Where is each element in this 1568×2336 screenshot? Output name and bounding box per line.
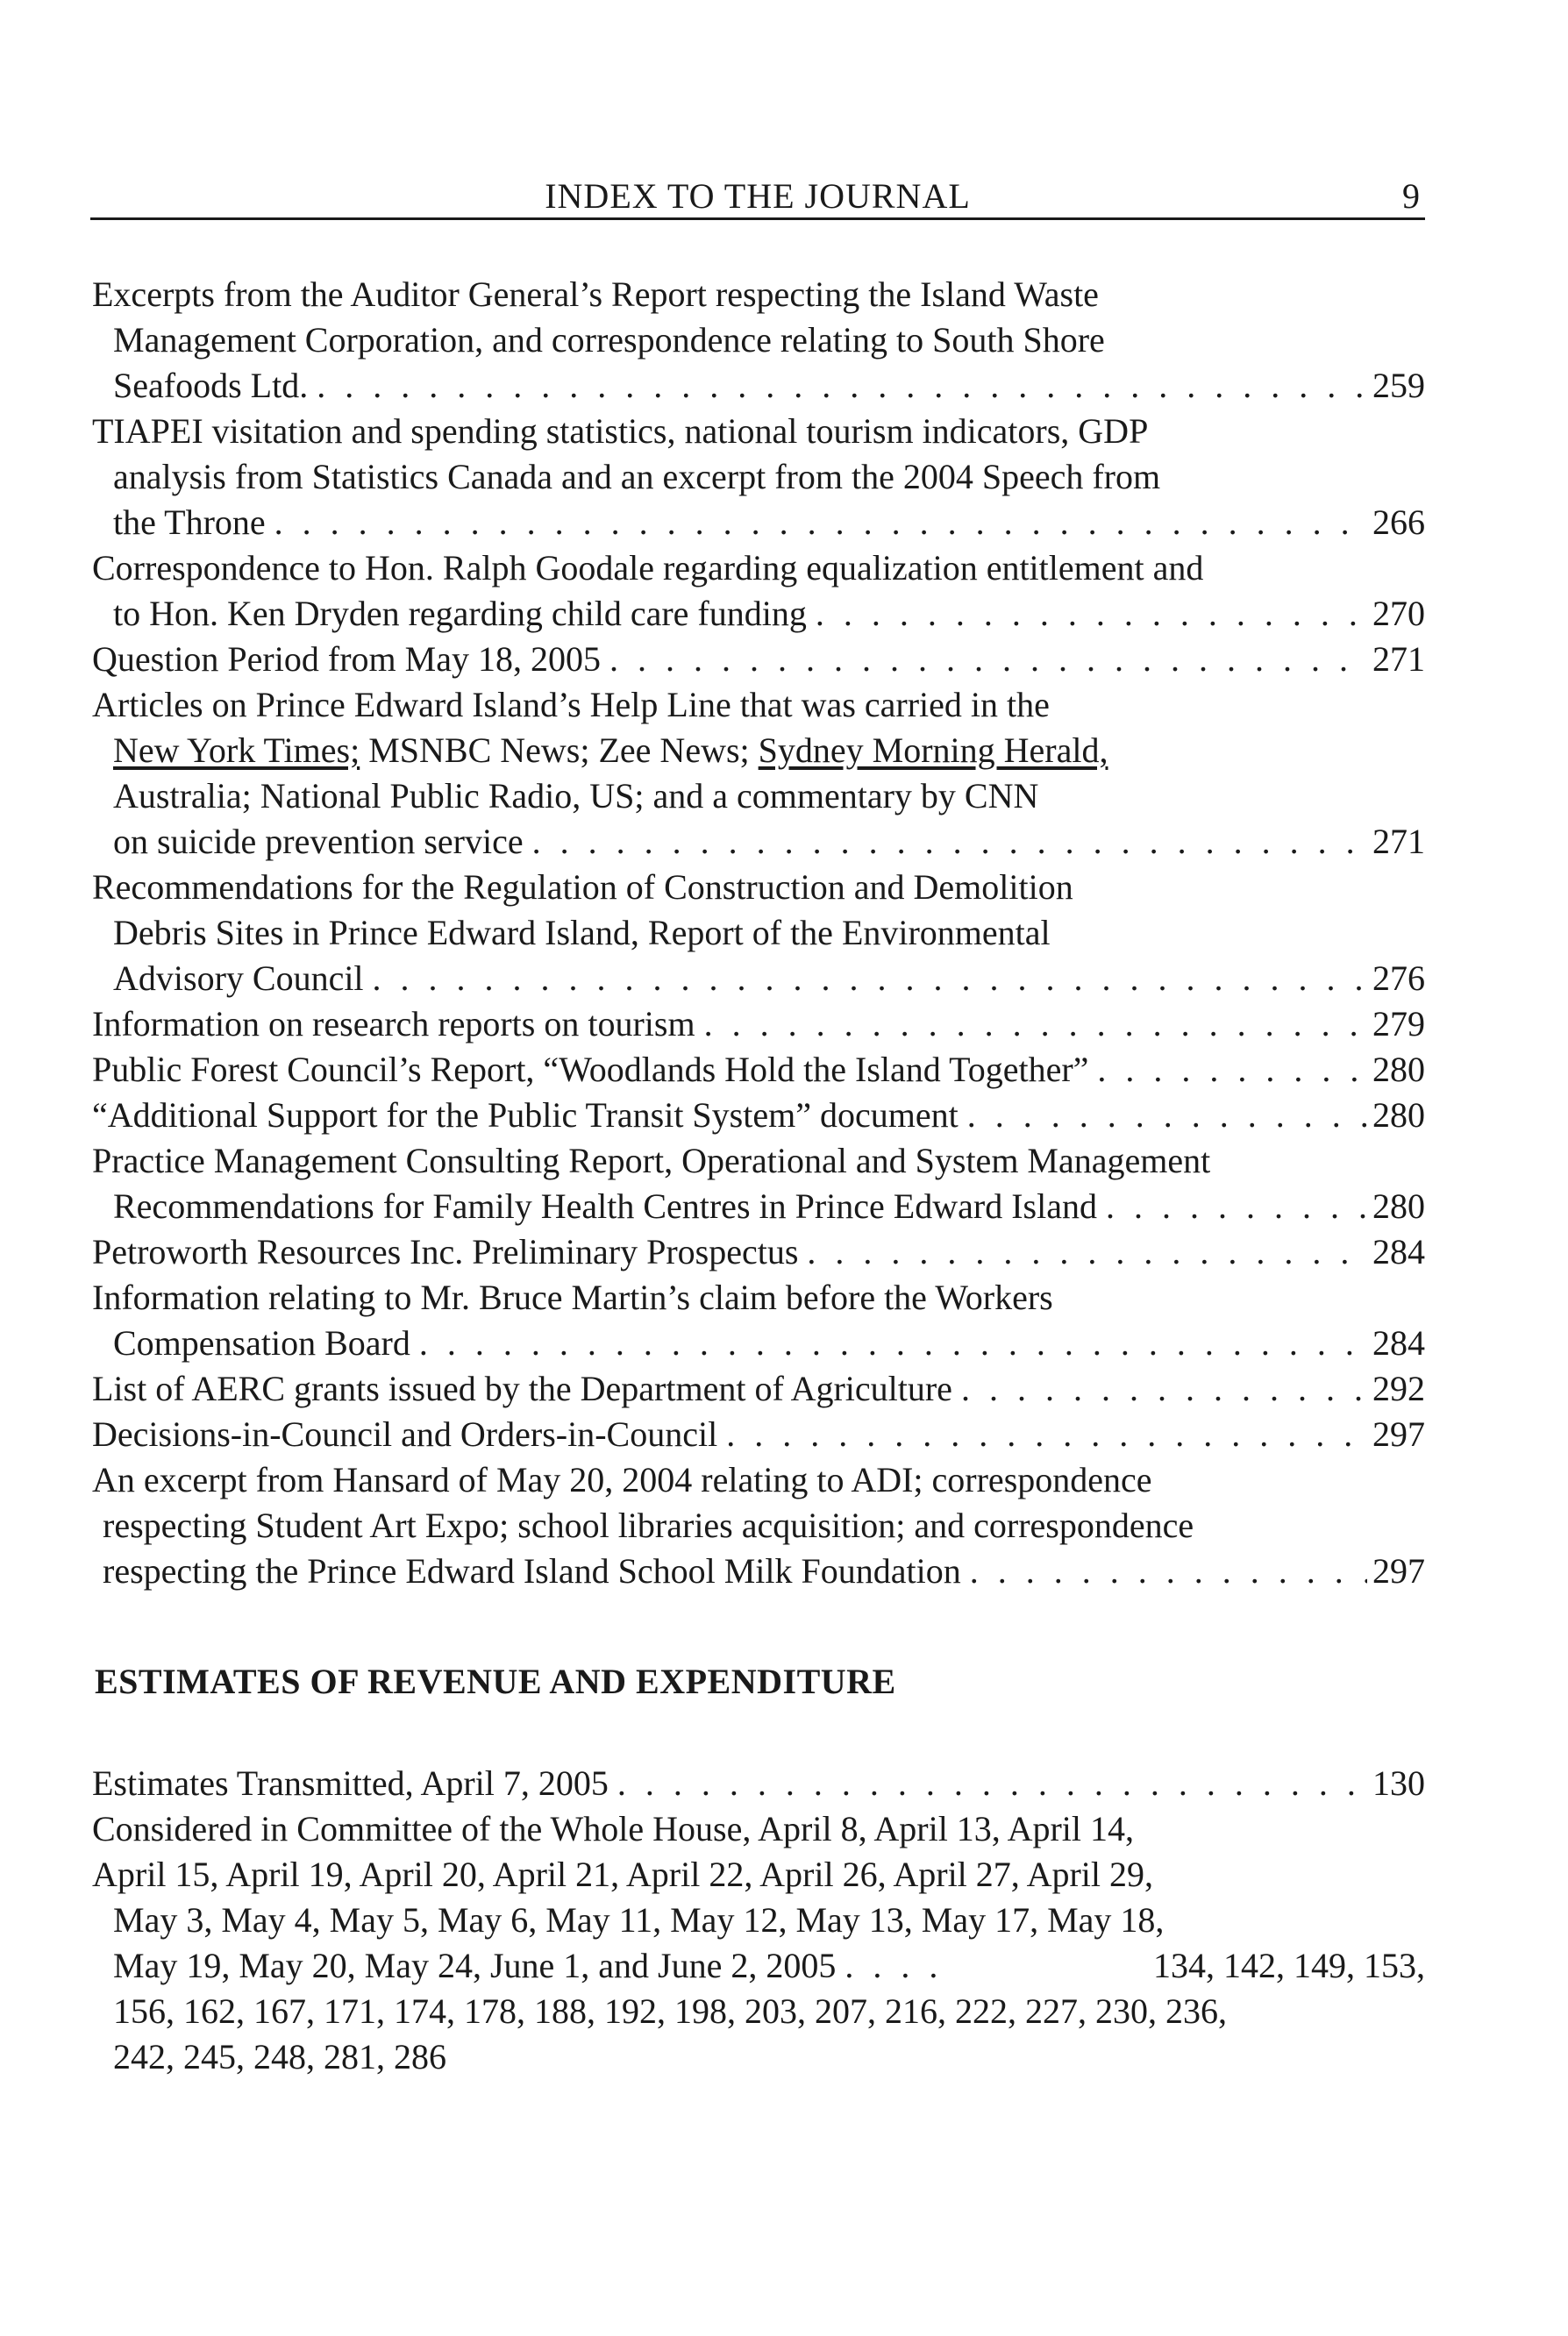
entry-text: April 15, April 19, April 20, April 21, April 22, April 26, April 27, April 29, (92, 1855, 1154, 1894)
entry-text: Advisory Council (113, 958, 364, 998)
entry-text: Recommendations for Family Health Centres in Prince Edward Island (113, 1186, 1097, 1226)
index-entry (92, 272, 1425, 409)
entry-page-numbers: 134, 142, 149, 153, (1153, 1946, 1425, 1985)
entry-text: May 19, May 20, May 24, June 1, and June 2, 2005 (113, 1946, 837, 1985)
estimates-entries (92, 1761, 1425, 2080)
entry-text: Decisions-in-Council and Orders-in-Council (92, 1414, 718, 1454)
dot-leader (419, 1321, 1367, 1366)
dot-leader (532, 819, 1367, 865)
entry-text: Practice Management Consulting Report, Operational and System Management (92, 1141, 1211, 1180)
entry-page-numbers: 156, 162, 167, 171, 174, 178, 188, 192, 198, 203, 207, 216, 222, 227, 230, 236, (113, 1991, 1227, 2031)
index-entry (92, 1366, 1425, 1412)
index-entry (92, 1275, 1425, 1366)
underlined-publication: New York Times; (113, 730, 360, 770)
page-header (90, 168, 1425, 220)
entry-text: Information on research reports on tourism (92, 1004, 695, 1043)
entry-text: Correspondence to Hon. Ralph Goodale regarding equalization entitlement and (92, 548, 1204, 588)
dot-leader (317, 363, 1367, 409)
entry-page-number: 297 (1372, 1551, 1425, 1591)
entry-page-number: 279 (1372, 1004, 1425, 1043)
entry-text: to Hon. Ken Dryden regarding child care funding (113, 594, 807, 633)
entry-text: List of AERC grants issued by the Department of Agriculture (92, 1369, 952, 1408)
entry-page-number: 284 (1372, 1323, 1425, 1363)
dot-leader (970, 1549, 1367, 1594)
page-number: 9 (1402, 176, 1420, 216)
dot-leader (704, 1001, 1367, 1047)
dot-leader (1097, 1047, 1367, 1093)
entry-text: Management Corporation, and correspondence relating to South Shore (113, 320, 1105, 360)
index-entries (92, 272, 1425, 1594)
index-entry (92, 1806, 1425, 2080)
entry-text: Considered in Committee of the Whole House, April 8, April 13, April 14, (92, 1809, 1135, 1848)
entry-text: Excerpts from the Auditor General’s Report respecting the Island Waste (92, 274, 1099, 314)
entry-text: TIAPEI visitation and spending statistics, national tourism indicators, GDP (92, 411, 1149, 451)
entry-text: Recommendations for the Regulation of Construction and Demolition (92, 867, 1073, 907)
entry-text: analysis from Statistics Canada and an excerpt from the 2004 Speech from (113, 457, 1161, 496)
entry-text: Question Period from May 18, 2005 (92, 639, 601, 679)
entry-text: Public Forest Council’s Report, “Woodlands Hold the Island Together” (92, 1050, 1089, 1089)
entry-page-number: 280 (1372, 1186, 1425, 1226)
entry-text: Compensation Board (113, 1323, 410, 1363)
entry-page-number: 259 (1372, 366, 1425, 405)
entry-page-number: 280 (1372, 1095, 1425, 1135)
index-entry (92, 637, 1425, 682)
entry-text: Estimates Transmitted, April 7, 2005 (92, 1763, 609, 1803)
entry-page-number: 280 (1372, 1050, 1425, 1089)
dot-leader (807, 1229, 1367, 1275)
index-entry (92, 1093, 1425, 1138)
dot-leader (961, 1366, 1367, 1412)
dot-leader (373, 956, 1367, 1001)
entry-page-number: 271 (1372, 639, 1425, 679)
entry-text: An excerpt from Hansard of May 20, 2004 relating to ADI; correspondence (92, 1460, 1152, 1499)
entry-text: the Throne (113, 502, 266, 542)
entry-text: Information relating to Mr. Bruce Martin’s claim before the Workers (92, 1278, 1053, 1317)
entry-text: Petroworth Resources Inc. Preliminary Prospectus (92, 1232, 799, 1271)
index-entry (92, 1412, 1425, 1457)
underlined-publication: Sydney Morning Herald, (758, 730, 1108, 770)
entry-page-numbers: 242, 245, 248, 281, 286 (113, 2037, 446, 2076)
entry-text: Articles on Prince Edward Island’s Help Line that was carried in the (92, 685, 1050, 724)
dot-leader (726, 1412, 1367, 1457)
index-entry (92, 545, 1425, 637)
index-entry (92, 1047, 1425, 1093)
entry-text: Australia; National Public Radio, US; and a commentary by CNN (113, 776, 1039, 815)
entry-text: May 3, May 4, May 5, May 6, May 11, May 12, May 13, May 17, May 18, (113, 1900, 1165, 1940)
index-entry (92, 1229, 1425, 1275)
entry-page-number: 270 (1372, 594, 1425, 633)
entry-page-number: 271 (1372, 822, 1425, 861)
entry-page-number: 130 (1372, 1763, 1425, 1803)
index-entry (92, 1761, 1425, 1806)
index-entry (92, 1457, 1425, 1594)
index-entry (92, 682, 1425, 865)
entry-page-number: 297 (1372, 1414, 1425, 1454)
entry-text: respecting the Prince Edward Island School Milk Foundation (103, 1551, 961, 1591)
dot-leader (967, 1093, 1367, 1138)
dot-leader (816, 591, 1367, 637)
entry-text: Seafoods Ltd. (113, 366, 309, 405)
index-entry (92, 409, 1425, 545)
entry-text: Debris Sites in Prince Edward Island, Report of the Environmental (113, 913, 1051, 952)
entry-text: “Additional Support for the Public Transit System” document (92, 1095, 959, 1135)
entry-page-number: 266 (1372, 502, 1425, 542)
index-entry (92, 1138, 1425, 1229)
section-heading: ESTIMATES OF REVENUE AND EXPENDITURE (95, 1662, 896, 1701)
dot-leader (274, 500, 1367, 545)
entry-page-number: 276 (1372, 958, 1425, 998)
index-entry (92, 1001, 1425, 1047)
dot-leader (617, 1761, 1367, 1806)
page-title: INDEX TO THE JOURNAL (545, 176, 971, 216)
entry-text-publications: New York Times; MSNBC News; Zee News; Sydney Morning Herald, (113, 730, 1108, 770)
entry-text: respecting Student Art Expo; school libraries acquisition; and correspondence (103, 1506, 1194, 1545)
entry-page-number: 284 (1372, 1232, 1425, 1271)
index-entry (92, 865, 1425, 1001)
dot-leader (609, 637, 1367, 682)
dot-leader (845, 1943, 941, 1989)
dot-leader (1106, 1184, 1367, 1229)
entry-text: on suicide prevention service (113, 822, 524, 861)
entry-page-number: 292 (1372, 1369, 1425, 1408)
